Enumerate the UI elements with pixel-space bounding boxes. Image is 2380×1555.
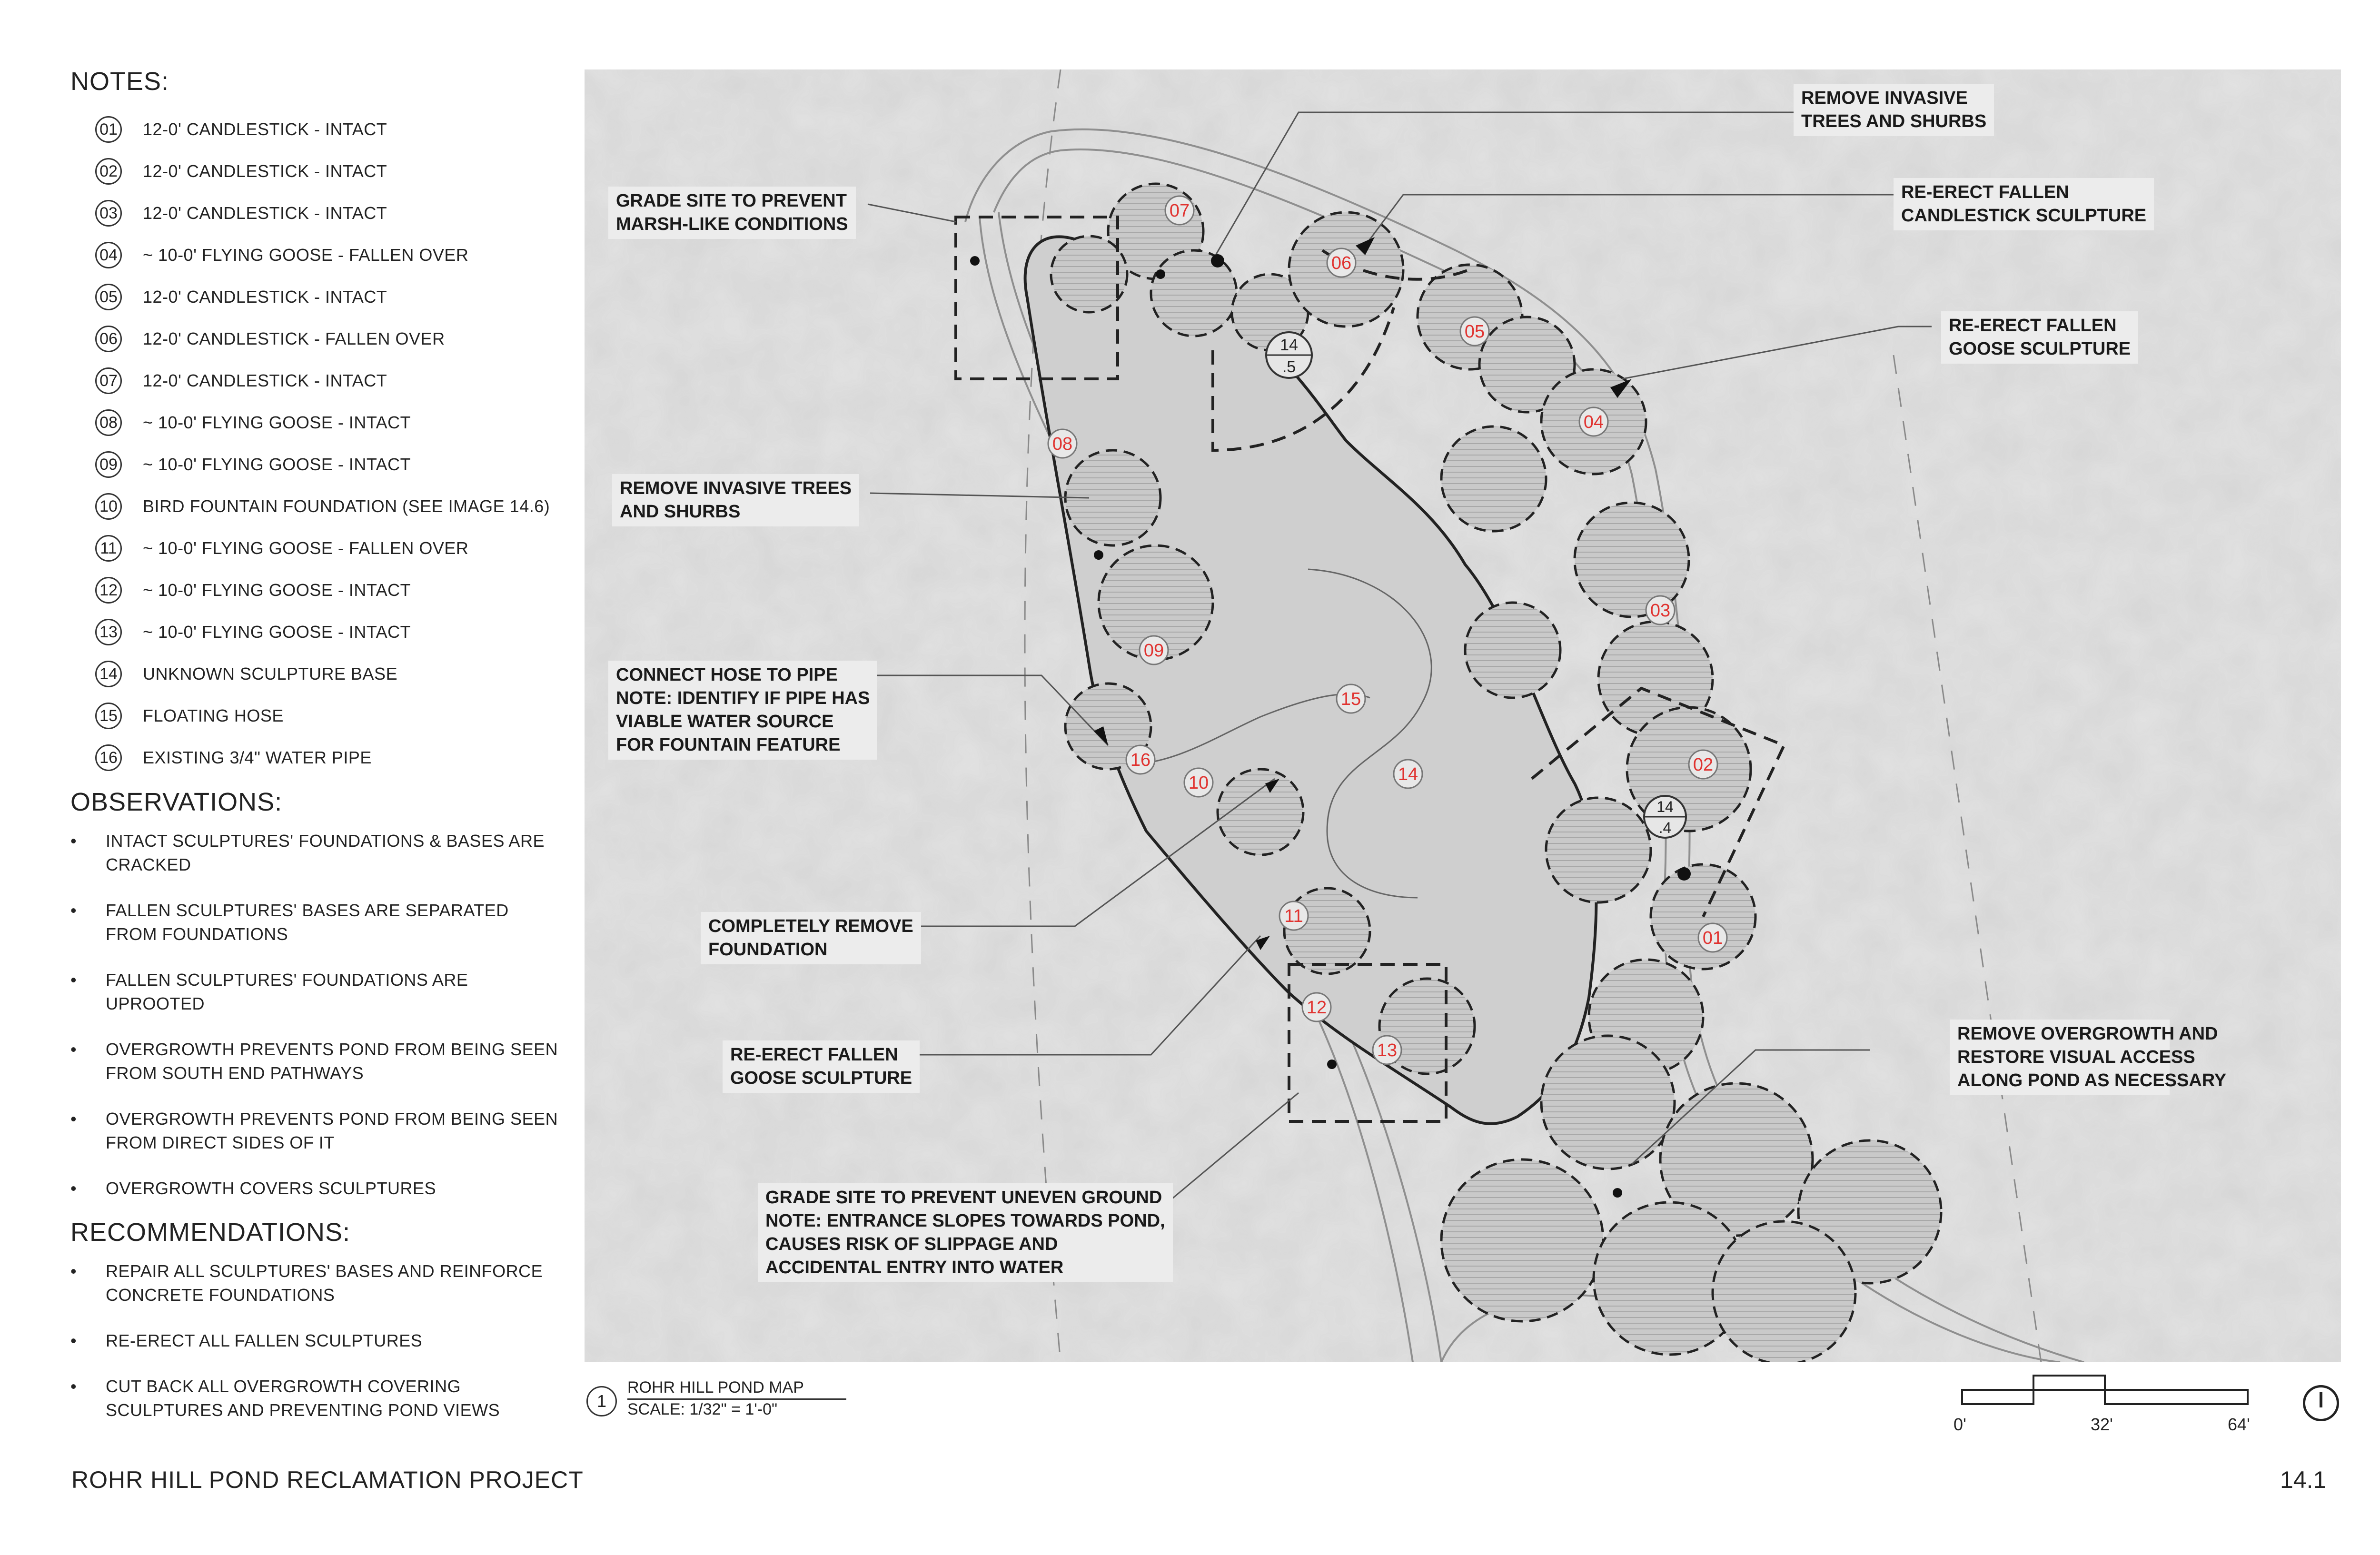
observations-title: OBSERVATIONS:: [70, 788, 283, 816]
recommendation-item: [70, 1329, 575, 1353]
callout-remove-invasive-top: [1794, 84, 1994, 136]
scale-bar: [1961, 1371, 2256, 1409]
callout-line: FOR FOUNTAIN FEATURE: [616, 735, 841, 755]
note-item: [70, 569, 575, 611]
note-text: 12-0' CANDLESTICK - INTACT: [143, 287, 387, 307]
note-number: 01: [95, 116, 122, 143]
north-arrow-icon: [2303, 1385, 2339, 1421]
base-a-bottom: .5: [1282, 358, 1296, 376]
observation-item: [70, 1038, 575, 1085]
map-marker-12: [1302, 993, 1331, 1021]
base-a-top: 14: [1280, 336, 1298, 354]
callout-line: GRADE SITE TO PREVENT: [616, 191, 847, 211]
callout-remove-foundation: [701, 912, 921, 964]
callout-line: GOOSE SCULPTURE: [1949, 339, 2131, 359]
map-title-underline: [627, 1398, 846, 1400]
map-marker-label: 09: [1143, 641, 1164, 661]
observation-item: [70, 1177, 575, 1200]
bullet-icon: •: [70, 1040, 77, 1059]
scale-label-64: 64': [2228, 1415, 2250, 1434]
note-text: ~ 10-0' FLYING GOOSE - FALLEN OVER: [143, 538, 469, 558]
map-scale-text: SCALE: 1/32" = 1'-0": [627, 1400, 778, 1418]
map-marker-09: [1140, 636, 1168, 664]
callout-line: GRADE SITE TO PREVENT UNEVEN GROUND: [765, 1188, 1162, 1208]
note-number: 12: [95, 577, 122, 604]
note-item: [70, 527, 575, 569]
recommendations-list: [70, 1259, 575, 1422]
note-number: 11: [95, 535, 122, 562]
callout-grade-uneven: [758, 1183, 1173, 1282]
map-marker-label: 01: [1702, 928, 1723, 948]
callout-line: REMOVE OVERGROWTH AND: [1957, 1024, 2218, 1044]
observation-item-text: INTACT SCULPTURES' FOUNDATIONS & BASES ARE CRACKED: [106, 831, 545, 874]
callout-grade-marsh: [608, 187, 856, 239]
map-marker-label: 04: [1583, 412, 1604, 432]
callout-line: RE-ERECT FALLEN: [1949, 316, 2117, 336]
callout-reerect-goose-top: [1941, 311, 2138, 364]
map-marker-02: [1689, 750, 1717, 779]
note-item: [70, 150, 575, 192]
callout-line: COMPLETELY REMOVE: [708, 916, 913, 936]
note-number: 14: [95, 661, 122, 687]
note-number: 02: [95, 158, 122, 185]
note-text: 12-0' CANDLESTICK - INTACT: [143, 119, 387, 139]
scale-label-0: 0': [1954, 1415, 1966, 1434]
callout-remove-invasive-left: [612, 474, 859, 526]
recommendations-title: RECOMMENDATIONS:: [70, 1218, 351, 1247]
observation-item: [70, 968, 575, 1016]
bullet-icon: •: [70, 1331, 77, 1350]
map-marker-label: 03: [1650, 601, 1671, 621]
observations-list: [70, 829, 575, 1200]
map-number-badge: 1: [586, 1386, 617, 1416]
callout-line: NOTE: ENTRANCE SLOPES TOWARDS POND,: [765, 1211, 1165, 1231]
note-text: ~ 10-0' FLYING GOOSE - INTACT: [143, 622, 411, 642]
note-text: 12-0' CANDLESTICK - FALLEN OVER: [143, 329, 445, 348]
map-marker-07: [1165, 196, 1194, 225]
map-title: ROHR HILL POND MAP: [627, 1378, 804, 1397]
callout-line: CONNECT HOSE TO PIPE: [616, 665, 838, 685]
map-marker-04: [1579, 407, 1608, 436]
note-item: [70, 485, 575, 527]
map-marker-label: 07: [1169, 201, 1190, 221]
callout-line: ACCIDENTAL ENTRY INTO WATER: [765, 1258, 1064, 1278]
note-item: [70, 192, 575, 234]
note-number: 05: [95, 284, 122, 310]
recommendation-item: [70, 1259, 575, 1307]
recommendation-item-text: RE-ERECT ALL FALLEN SCULPTURES: [106, 1331, 423, 1350]
note-item: [70, 109, 575, 150]
recommendation-item-text: CUT BACK ALL OVERGROWTH COVERING SCULPTURES AND PREVENTING POND VIEWS: [106, 1377, 500, 1420]
map-marker-label: 11: [1284, 906, 1303, 926]
bullet-icon: •: [70, 1261, 77, 1281]
note-number: 07: [95, 367, 122, 394]
bullet-icon: •: [70, 970, 77, 990]
project-title: ROHR HILL POND RECLAMATION PROJECT: [71, 1466, 584, 1493]
observation-item-text: FALLEN SCULPTURES' FOUNDATIONS ARE UPROOTED: [106, 970, 468, 1013]
bullet-icon: •: [70, 1377, 77, 1396]
note-item: [70, 234, 575, 276]
note-text: FLOATING HOSE: [143, 706, 284, 725]
callout-line: CAUSES RISK OF SLIPPAGE AND: [765, 1234, 1058, 1254]
map-marker-label: 06: [1331, 253, 1352, 273]
observation-item-text: FALLEN SCULPTURES' BASES ARE SEPARATED FROM FOUNDATIONS: [106, 901, 509, 944]
map-marker-label: 08: [1052, 434, 1073, 454]
bullet-icon: •: [70, 1109, 77, 1129]
map-marker-14: [1394, 760, 1422, 788]
pond-map: [585, 69, 2341, 1362]
note-text: ~ 10-0' FLYING GOOSE - INTACT: [143, 413, 411, 432]
bullet-icon: •: [70, 1179, 77, 1198]
callout-connect-hose: [608, 661, 877, 760]
note-number: 06: [95, 326, 122, 352]
note-text: ~ 10-0' FLYING GOOSE - FALLEN OVER: [143, 245, 469, 265]
note-item: [70, 444, 575, 485]
map-marker-label: 15: [1340, 689, 1361, 709]
note-number: 15: [95, 703, 122, 729]
observation-item: [70, 1107, 575, 1155]
callout-remove-overgrowth: [1950, 1020, 2227, 1095]
recommendation-item-text: REPAIR ALL SCULPTURES' BASES AND REINFORCE CONCRETE FOUNDATIONS: [106, 1261, 543, 1305]
note-text: 12-0' CANDLESTICK - INTACT: [143, 203, 387, 223]
note-text: 12-0' CANDLESTICK - INTACT: [143, 371, 387, 390]
note-item: [70, 611, 575, 653]
note-item: [70, 276, 575, 318]
map-marker-label: 02: [1693, 755, 1714, 775]
bullet-icon: •: [70, 831, 77, 851]
note-text: ~ 10-0' FLYING GOOSE - INTACT: [143, 580, 411, 600]
note-text: UNKNOWN SCULPTURE BASE: [143, 664, 398, 683]
note-number: 03: [95, 200, 122, 227]
observation-item: [70, 829, 575, 877]
note-number: 10: [95, 493, 122, 520]
map-marker-label: 14: [1398, 764, 1418, 784]
callout-reerect-goose-bottom: [723, 1040, 920, 1093]
map-marker-10: [1184, 768, 1213, 797]
callout-line: NOTE: IDENTIFY IF PIPE HAS: [616, 688, 870, 708]
observation-item-text: OVERGROWTH COVERS SCULPTURES: [106, 1179, 436, 1198]
observation-item-text: OVERGROWTH PREVENTS POND FROM BEING SEEN FROM DIRECT SIDES OF IT: [106, 1109, 558, 1152]
map-marker-13: [1373, 1036, 1401, 1064]
recommendation-item: [70, 1375, 575, 1422]
callout-line: REMOVE INVASIVE: [1801, 88, 1968, 108]
map-marker-15: [1337, 684, 1365, 713]
note-item: [70, 737, 575, 779]
note-item: [70, 402, 575, 444]
callout-line: REMOVE INVASIVE TREES: [620, 478, 852, 498]
base-b-top: 14: [1656, 798, 1674, 815]
base-marker-a: [1266, 332, 1312, 378]
callout-line: GOOSE SCULPTURE: [730, 1068, 912, 1088]
observation-item: [70, 899, 575, 946]
note-text: ~ 10-0' FLYING GOOSE - INTACT: [143, 455, 411, 474]
notes-list: [70, 109, 575, 779]
note-number: 13: [95, 619, 122, 645]
callout-line: VIABLE WATER SOURCE: [616, 712, 834, 732]
note-item: [70, 653, 575, 695]
callout-line: MARSH-LIKE CONDITIONS: [616, 214, 848, 234]
callout-line: RE-ERECT FALLEN: [1901, 182, 2069, 202]
map-marker-11: [1279, 901, 1308, 930]
callout-reerect-candlestick: [1894, 178, 2154, 230]
notes-panel: [70, 67, 575, 1444]
map-marker-label: 10: [1188, 773, 1209, 793]
map-marker-01: [1698, 923, 1727, 952]
callout-line: AND SHURBS: [620, 502, 741, 522]
map-marker-06: [1327, 248, 1356, 277]
callout-line: RESTORE VISUAL ACCESS: [1957, 1047, 2195, 1067]
callout-line: TREES AND SHURBS: [1801, 111, 1987, 131]
page-number: 14.1: [2280, 1466, 2327, 1493]
note-text: 12-0' CANDLESTICK - INTACT: [143, 161, 387, 181]
map-marker-08: [1048, 429, 1077, 458]
callout-line: RE-ERECT FALLEN: [730, 1045, 898, 1065]
note-number: 08: [95, 409, 122, 436]
map-marker-label: 05: [1464, 322, 1485, 342]
map-marker-05: [1460, 317, 1489, 346]
note-number: 16: [95, 744, 122, 771]
base-b-bottom: .4: [1658, 819, 1672, 836]
note-text: BIRD FOUNTAIN FOUNDATION (SEE IMAGE 14.6): [143, 496, 550, 516]
map-marker-label: 13: [1377, 1040, 1398, 1060]
map-marker-label: 16: [1130, 750, 1151, 770]
callout-line: CANDLESTICK SCULPTURE: [1901, 206, 2147, 226]
note-text: EXISTING 3/4" WATER PIPE: [143, 748, 372, 767]
callout-line: FOUNDATION: [708, 940, 828, 960]
map-marker-03: [1646, 596, 1675, 624]
observation-item-text: OVERGROWTH PREVENTS POND FROM BEING SEEN FROM SOUTH END PATHWAYS: [106, 1040, 558, 1083]
scale-label-32: 32': [2091, 1415, 2113, 1434]
note-item: [70, 360, 575, 402]
map-marker-16: [1126, 745, 1155, 774]
map-marker-label: 12: [1306, 998, 1327, 1018]
base-marker-b: [1644, 796, 1686, 838]
note-number: 09: [95, 451, 122, 478]
bullet-icon: •: [70, 901, 77, 920]
callout-line: ALONG POND AS NECESSARY: [1957, 1070, 2227, 1090]
note-item: [70, 695, 575, 737]
note-number: 04: [95, 242, 122, 268]
notes-title: NOTES:: [70, 67, 169, 96]
note-item: [70, 318, 575, 360]
